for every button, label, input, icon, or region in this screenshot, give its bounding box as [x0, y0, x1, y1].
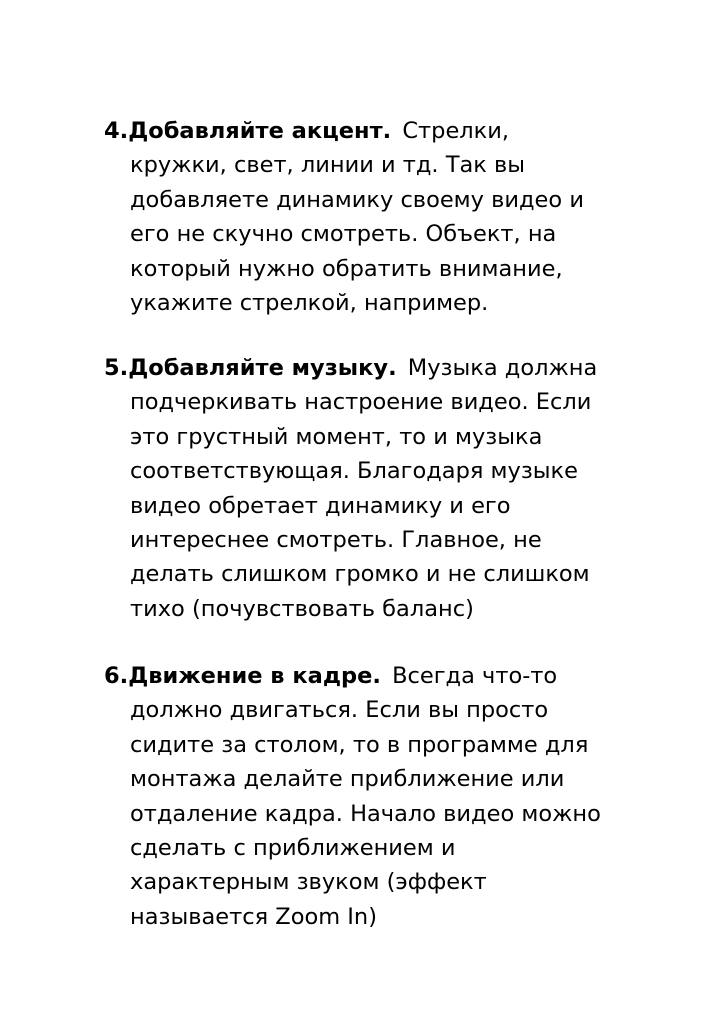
tip-heading: Добавляйте акцент.	[128, 118, 392, 144]
tip-text-line: Стрелки,	[402, 118, 510, 144]
tip-text-line: сидите за столом, то в программе для	[130, 731, 589, 758]
tip-text-line: укажите стрелкой, например.	[130, 290, 489, 317]
tip-text-line: интереснее смотреть. Главное, не	[130, 527, 542, 554]
tip-number: 6.	[104, 663, 129, 689]
tip-text-line: называется Zoom In)	[130, 903, 377, 930]
tip-text-line: который нужно обратить внимание,	[130, 255, 563, 282]
tip-text-line: кружки, свет, линии и тд. Так вы	[130, 152, 526, 179]
tip-text-line: тихо (почувствовать баланс)	[130, 595, 474, 622]
tip-text-line: Музыка должна	[407, 355, 598, 381]
tip-first-line	[104, 659, 644, 693]
tip-first-line	[104, 114, 644, 148]
tip-text-line: подчеркивать настроение видео. Если	[130, 389, 592, 416]
tip-text-line: его не скучно смотреть. Объект, на	[130, 221, 557, 248]
tip-item-6	[104, 659, 644, 934]
tip-first-line	[104, 351, 644, 385]
tip-heading: Добавляйте музыку.	[128, 355, 397, 381]
tip-text-line: монтажа делайте приближение или	[130, 766, 565, 793]
tip-item-5	[104, 351, 644, 626]
tip-text-line: отдаление кадра. Начало видео можно	[130, 800, 601, 827]
tip-text-line: видео обретает динамику и его	[130, 492, 511, 519]
tip-text-line: сделать с приближением и	[130, 835, 456, 862]
tip-text-line: должно двигаться. Если вы просто	[130, 697, 549, 724]
tip-item-4	[104, 114, 644, 320]
tip-text-line: соответствующая. Благодаря музыке	[130, 458, 578, 485]
tip-number: 4.	[104, 118, 129, 144]
tip-text-line: делать слишком громко и не слишком	[130, 561, 590, 588]
tip-text-line: добавляете динамику своему видео и	[130, 186, 584, 213]
tip-number: 5.	[104, 355, 129, 381]
tip-text-line: это грустный момент, то и музыка	[130, 423, 543, 450]
tip-text-line: характерным звуком (эффект	[130, 869, 487, 896]
tip-text-line: Всегда что-то	[392, 663, 558, 689]
tip-heading: Движение в кадре.	[128, 663, 381, 689]
